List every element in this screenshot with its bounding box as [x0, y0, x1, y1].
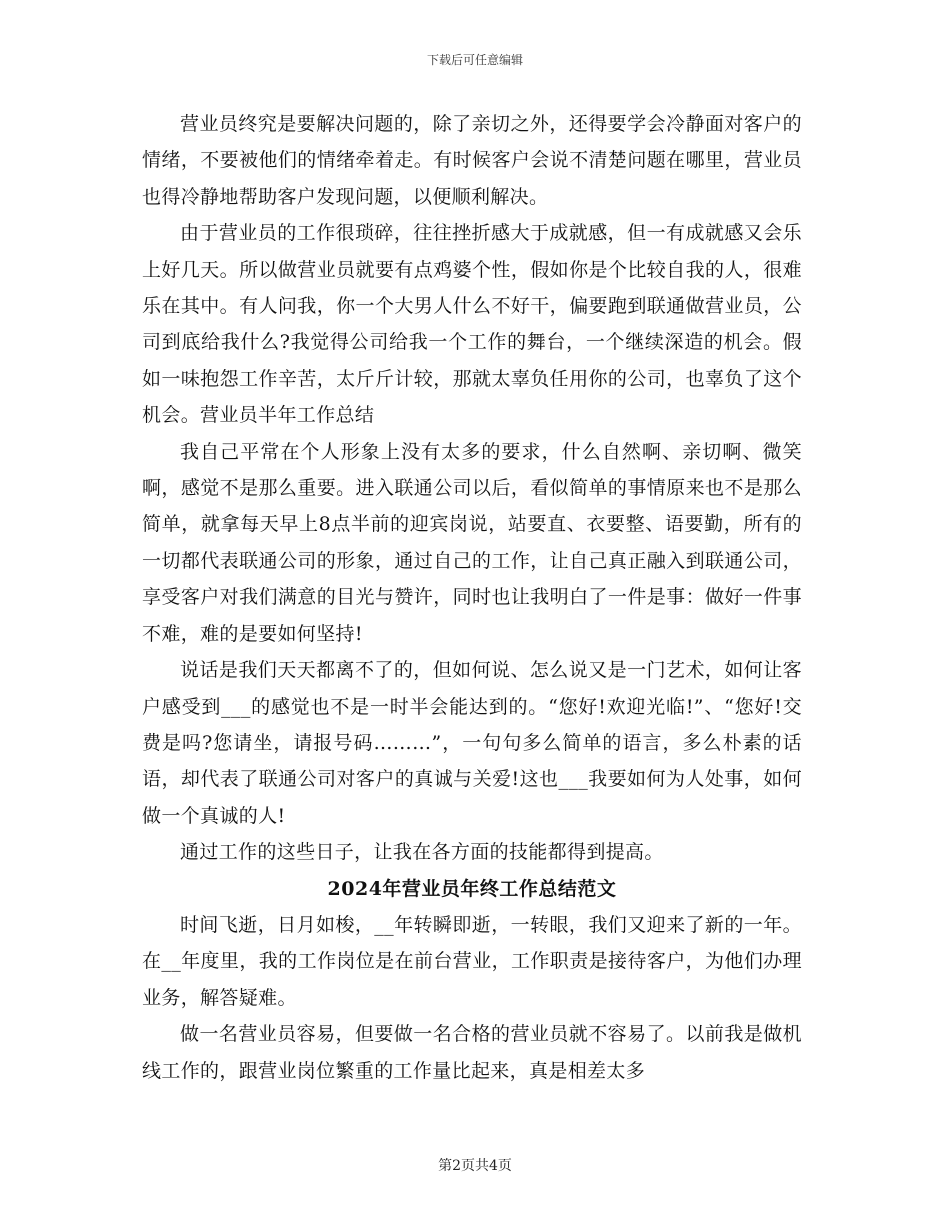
- paragraph-4: 说话是我们天天都离不了的，但如何说、怎么说又是一门艺术，如何让客户感受到___的感觉也不是一时半会能达到的。“您好!欢迎光临!”、“您好!交费是吗?您请坐，请报号码………”，一句句多么简单的语言，多么朴素的话语，却代表了联通公司对客户的真诚与关爱!这也___我要如何为人处事，如何做一个真诚的人!: [142, 659, 802, 827]
- page-footer: 第2页共4页: [438, 1158, 512, 1174]
- section-title: 2024年营业员年终工作总结范文: [327, 877, 617, 900]
- paragraph-5: 通过工作的这些日子，让我在各方面的技能都得到提高。: [180, 841, 664, 864]
- document-body: [142, 106, 802, 1089]
- paragraph-3: 我自己平常在个人形象上没有太多的要求，什么自然啊、亲切啊、微笑啊，感觉不是那么重要。进入联通公司以后，看似简单的事情原来也不是那么简单，就拿每天早上8点半前的迎宾岗说，站要直、衣要整、语要勤，所有的一切都代表联通公司的形象，通过自己的工作，让自己真正融入到联通公司，享受客户对我们满意的目光与赞许，同时也让我明白了一件是事：做好一件事不难，难的是要如何坚持!: [142, 440, 802, 645]
- paragraph-2: 由于营业员的工作很琐碎，往往挫折感大于成就感，但一有成就感又会乐上好几天。所以做营业员就要有点鸡婆个性，假如你是个比较自我的人，很难乐在其中。有人问我，你一个大男人什么不好干，偏要跑到联通做营业员，公司到底给我什么?我觉得公司给我一个工作的舞台，一个继续深造的机会。假如一味抱怨工作辛苦，太斤斤计较，那就太辜负任用你的公司，也辜负了这个机会。营业员半年工作总结: [142, 222, 802, 427]
- paragraph-1: 营业员终究是要解决问题的，除了亲切之外，还得要学会冷静面对客户的情绪，不要被他们的情绪牵着走。有时候客户会说不清楚问题在哪里，营业员也得冷静地帮助客户发现问题，以便顺利解决。: [142, 113, 802, 208]
- section-paragraph-1: 时间飞逝，日月如梭，__年转瞬即逝，一转眼，我们又迎来了新的一年。在__年度里，我的工作岗位是在前台营业，工作职责是接待客户，为他们办理业务，解答疑难。: [142, 913, 802, 1009]
- section-paragraph-2: 做一名营业员容易，但要做一名合格的营业员就不容易了。以前我是做机线工作的，跟营业岗位繁重的工作量比起来，真是相差太多: [142, 1023, 802, 1082]
- page-header: 下载后可任意编辑: [426, 53, 523, 67]
